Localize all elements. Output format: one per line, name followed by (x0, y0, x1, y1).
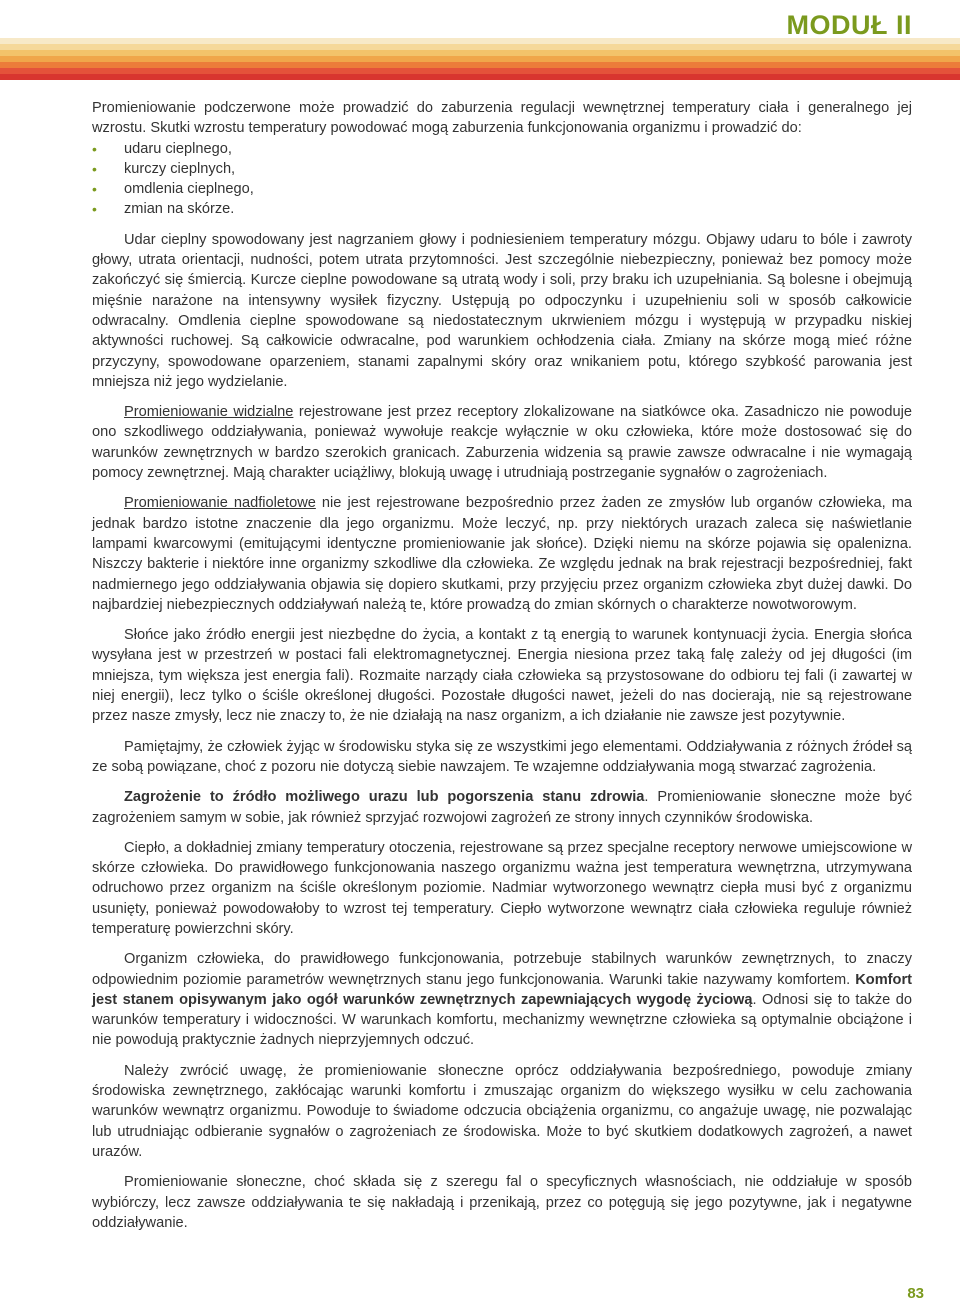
sun-energy-paragraph: Słońce jako źródło energii jest niezbędne do życia, a kontakt z tą energią to warunek kontynuacji życia. Energia słońca wysyłana jest w przestrzeń w postaci fali elektromagnetycznej. Energia niesiona przez taką falę zależy od jej długości (im mniejsza, tym większa jest energia fali). Rozmaite narządy ciała człowieka są przystosowane do odbioru tej fali (i zawartej w niej energii), lecz tylko o ściśle określonej długości. Pozostałe długości nawet, jeżeli do nas docierają, nie są rejestrowane przez nasze zmysły, lecz nie znaczy to, że nie działają na nasz organizm, a ich działanie nie zawsze jest pozytywnie. (92, 627, 912, 725)
heat-regulation-paragraph: Ciepło, a dokładniej zmiany temperatury otoczenia, rejestrowane są przez specjalne receptory nerwowe umiejscowione w skórze człowieka. Do prawidłowego funkcjonowania naszego organizmu ważna jest temperatura wewnętrzna, utrzymywana odruchowo przez organizm na ściśle określonym poziomie. Nadmiar wytworzonego wewnątrz ciepła musi być z organizmu usunięty, ponieważ powodowałoby to wzrost tej temperatury. Ciepło wytworzone wewnątrz ciała człowieka reguluje również temperaturę powierzchni skóry. (92, 839, 912, 937)
paragraph-text: . Promieniowanie słoneczne może być zagrożeniem samym w sobie, jak również sprzyjać rozwojowi zagrożeń ze strony innych czynników środowiska. (92, 789, 913, 826)
bullet-icon: • (92, 140, 97, 157)
list-item-label: udaru cieplnego, (124, 140, 232, 157)
closing-paragraph: Promieniowanie słoneczne, choć składa się z szeregu fal o specyficznych własnościach, nie oddziałuje w sposób wybiórczy, lecz zawsze oddziaływania te się nakładają i przenikają, przez co potęgują się jego pozytywne, jak i negatywne oddziaływanie. (92, 1174, 912, 1231)
list-item (92, 179, 912, 199)
paragraph-text: nie jest rejestrowane bezpośrednio przez żaden ze zmysłów lub organów człowieka, ma jednak bardzo istotne znaczenie dla jego organizmu. Może leczyć, np. przy niektórych urazach zaleca się naświetlanie lampami kwarcowymi (emitującymi identyczne promieniowanie jak słońce). Dzięki niemu na skórze pojawia się opalenizna. Niszczy bakterie i niektóre inne organizmy szkodliwe dla człowieka. Ze względu jednak na brak rejestracji bezpośredniej, fakt nadmiernego jego oddziaływania objawia się dopiero skutkami, przy przyjęciu przez organizm człowieka zbyt dużej dawki. Do najbardziej niebezpiecznych oddziaływań należą te, które prowadzą do zmian skórnych o charakterze nowotworowym. (92, 495, 912, 613)
bullet-icon: • (92, 201, 97, 218)
bullet-icon: • (92, 181, 97, 198)
list-item-label: zmian na skórze. (124, 201, 235, 218)
ultraviolet-paragraph (92, 493, 912, 615)
hazard-definition: Zagrożenie to źródło możliwego urazu lub pogorszenia stanu zdrowia (124, 789, 645, 806)
list-item (92, 139, 912, 159)
page-number: 83 (907, 1285, 924, 1302)
stripe (0, 74, 960, 80)
paragraph-text: Organizm człowieka, do prawidłowego funkcjonowania, potrzebuje stabilnych warunków zewnętrznych, to znaczy odpowiednim poziomie parametrów wewnętrznych stanu jego funkcjonowania. Warunki takie nazywamy komfortem. (92, 951, 912, 988)
term-ultraviolet-radiation: Promieniowanie nadfioletowe (124, 495, 316, 512)
paragraph-text: . Odnosi się to także do warunków temperatury i widoczności. W warunkach komfortu, mechanizmy wewnętrzne człowieka są optymalnie obciążone i nie powodują praktycznie żadnych nieprzyjemnych odczuć. (92, 991, 912, 1049)
list-item-label: omdlenia cieplnego, (124, 181, 254, 198)
list-item (92, 199, 912, 219)
hazard-definition-paragraph (92, 787, 912, 828)
comfort-definition: Komfort jest stanem opisywanym jako ogół warunków zewnętrznych zapewniających wygodę życiową (92, 971, 912, 1008)
term-visible-radiation: Promieniowanie widzialne (124, 404, 294, 421)
effects-list (92, 139, 912, 220)
environment-paragraph: Pamiętajmy, że człowiek żyjąc w środowisku styka się ze wszystkimi jego elementami. Oddziaływania z różnych źródeł są ze sobą powiązane, choć z pozoru nie dotyczą siebie nawzajem. Te wzajemne oddziaływania mogą stwarzać zagrożenia. (92, 738, 912, 775)
intro-paragraph: Promieniowanie podczerwone może prowadzić do zaburzenia regulacji wewnętrznej temperatury ciała i generalnego jej wzrostu. Skutki wzrostu temperatury powodować mogą zaburzenia funkcjonowania organizmu i prowadzić do: (92, 100, 912, 137)
heatstroke-paragraph: Udar cieplny spowodowany jest nagrzaniem głowy i podniesieniem temperatury mózgu. Objawy udaru to bóle i zawroty głowy, utrata orientacji, nudności, potem utrata przytomności. Jest szczególnie niebezpieczny, ponieważ bez pomocy może zakończyć się śmiercią. Kurcze cieplne powodowane są utratą wody i soli, przy braku ich uzupełniania. Są bolesne i obejmują mięśnie narażone na intensywny wysiłek fizyczny. Ustępują po odpoczynku i uzupełnieniu soli w sposób całkowicie odwracalny. Omdlenia cieplne spowodowane są niedostatecznym ukrwieniem mózgu i występują w przypadku niskiej aktywności ruchowej. Są całkowicie odwracalne, pod warunkiem ochłodzenia ciała. Zmiany na skórze mogą mieć różne przyczyny, spowodowane oparzeniem, stanami zapalnymi skóry oraz wnikaniem potu, którego szybkość parowania jest mniejsza niż jego wydzielanie. (92, 231, 912, 390)
list-item (92, 159, 912, 179)
list-item-label: kurczy cieplnych, (124, 160, 236, 177)
module-label: MODUŁ II (786, 10, 912, 40)
visible-radiation-paragraph (92, 402, 912, 483)
bullet-icon: • (92, 160, 97, 177)
header-color-stripes (0, 38, 960, 80)
attention-paragraph: Należy zwrócić uwagę, że promieniowanie słoneczne oprócz oddziaływania bezpośredniego, powoduje zmiany środowiska zewnętrznego, zakłócając warunki komfortu i zmuszając organizm do większego wysiłku w celu zachowania warunków wewnątrz organizmu. Powoduje to świadome odczucia obciążenia organizmu, co angażuje uwagę, nie pozwalając lub utrudniając odbieranie sygnałów o zagrożeniach ze środowiska. Może to być skutkiem dodatkowych zagrożeń, a nawet urazów. (92, 1062, 912, 1160)
paragraph-text: rejestrowane jest przez receptory zlokalizowane na siatkówce oka. Zasadniczo nie powoduje ono szkodliwego oddziaływania, ponieważ wywołuje reakcje wyłącznie w oku człowieka, które może dostosować się do warunków zewnętrznych w bardzo szerokich granicach. Zaburzenia widzenia są prawie zawsze odwracalne i nie wymagają pomocy zewnętrznej. Mają charakter uciążliwy, blokują uwagę i utrudniają postrzeganie sygnałów o zagrożeniach. (92, 404, 912, 482)
comfort-paragraph (92, 949, 912, 1050)
page-body (92, 98, 912, 1243)
